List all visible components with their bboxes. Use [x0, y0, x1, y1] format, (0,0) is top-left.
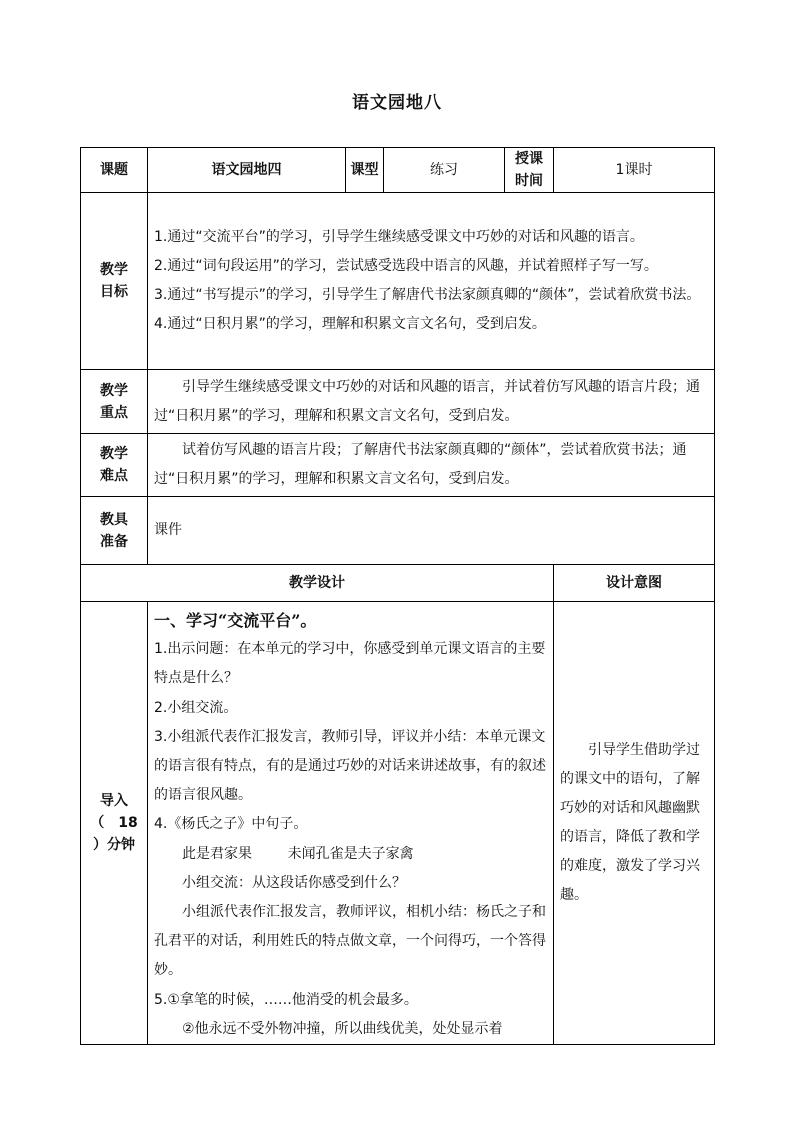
- design-line: ②他永远不受外物冲撞，所以曲线优美，处处显示着: [182, 1020, 503, 1037]
- topic-value: 语文园地四: [148, 148, 346, 193]
- document-title: 语文园地八: [352, 93, 442, 113]
- stage-minutes: （ 18: [90, 815, 138, 832]
- goals-label: [81, 193, 148, 370]
- section-heading: 一、学习“交流平台”。: [154, 611, 317, 630]
- goals-row: [81, 193, 715, 370]
- difficulties-row: [81, 434, 715, 497]
- materials-label: [81, 497, 148, 565]
- design-line: 3.小组派代表作汇报发言，教师引导，评议并小结：本单元课文的语言很有特点，有的是通过巧妙的对话来讲述故事，有的叙述的语言很风趣。: [154, 728, 546, 804]
- goals-content: [148, 193, 715, 370]
- goal-item: 3.通过“书写提示”的学习，引导学生了解唐代书法家颜真卿的“颜体”，尝试着欣赏书法。: [154, 287, 701, 303]
- hours-label-line1: 授课: [515, 151, 543, 167]
- difficulties-label-line2: 难点: [100, 468, 128, 484]
- hours-label: [505, 148, 554, 193]
- goal-item: 1.通过“交流平台”的学习，引导学生继续感受课文中巧妙的对话和风趣的语言。: [154, 229, 644, 245]
- goals-label-line2: 目标: [100, 284, 128, 300]
- difficulties-label-line1: 教学: [100, 446, 128, 462]
- discuss-line: 小组交流：从这段话你感受到什么？: [182, 874, 406, 891]
- goal-item: 4.通过“日积月累”的学习，理解和积累文言文名句，受到启发。: [154, 316, 546, 332]
- materials-label-line1: 教具: [100, 511, 128, 528]
- difficulties-text: 试着仿写风趣的语言片段；了解唐代书法家颜真卿的“颜体”，尝试着欣赏书法；通过“日积月累”的学习，理解和积累文言文名句，受到启发。: [148, 434, 715, 497]
- intro-row: [81, 602, 715, 1045]
- key-points-text: 引导学生继续感受课文中巧妙的对话和风趣的语言，并试着仿写风趣的语言片段；通过“日积月累”的学习，理解和积累文言文名句，受到启发。: [148, 370, 715, 434]
- intro-intent-content: [554, 602, 715, 1045]
- design-header: 教学设计: [81, 565, 554, 602]
- intent-text: 引导学生借助学过的课文中的语句，了解巧妙的对话和风趣幽默的语言，降低了教和学的难度，激发了学习兴趣。: [560, 742, 700, 904]
- intro-design-content: [148, 602, 554, 1045]
- difficulties-label: [81, 434, 148, 497]
- key-points-label-line2: 重点: [100, 404, 128, 421]
- key-points-label: [81, 370, 148, 434]
- design-header-row: [81, 565, 715, 602]
- type-label: 课型: [346, 148, 384, 193]
- key-points-label-line1: 教学: [100, 382, 128, 399]
- design-line: 4.《杨氏之子》中句子。: [154, 816, 308, 833]
- stage-name: 导入: [100, 793, 128, 810]
- hours-label-line2: 时间: [515, 173, 543, 189]
- design-line: 1.出示问题：在本单元的学习中，你感受到单元课文语言的主要特点是什么？: [154, 641, 546, 687]
- goals-label-line1: 教学: [100, 262, 128, 278]
- intro-stage-label: [81, 602, 148, 1045]
- quote-line: 此是君家果 未闻孔雀是夫子家禽: [182, 845, 414, 862]
- materials-value: 课件: [148, 497, 715, 565]
- design-line: 5.①拿笔的时候，……他消受的机会最多。: [154, 991, 418, 1008]
- materials-row: [81, 497, 715, 565]
- lesson-plan-table: [80, 147, 715, 1045]
- stage-minutes-unit: ）分钟: [93, 837, 135, 854]
- goal-item: 2.通过“词句段运用”的学习，尝试感受选段中语言的风趣，并试着照样子写一写。: [154, 258, 658, 274]
- materials-label-line2: 准备: [100, 533, 128, 550]
- summary-line: 小组派代表作汇报发言，教师评议，相机小结：杨氏之子和孔君平的对话，利用姓氏的特点做文章，一个问得巧，一个答得妙。: [154, 904, 546, 979]
- hours-value: 1课时: [554, 148, 715, 193]
- header-row: [81, 148, 715, 193]
- design-line: 2.小组交流。: [154, 699, 238, 716]
- topic-label: 课题: [81, 148, 148, 193]
- intent-header: 设计意图: [554, 565, 715, 602]
- type-value: 练习: [384, 148, 505, 193]
- key-points-row: [81, 370, 715, 434]
